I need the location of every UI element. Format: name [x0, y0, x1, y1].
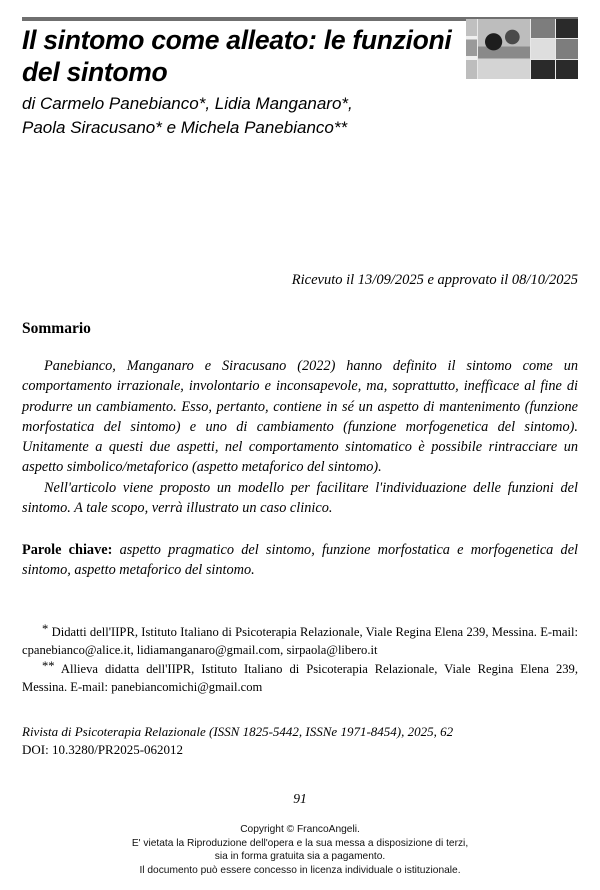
- footnote-marker-1: *: [42, 621, 49, 636]
- copyright-line-1: Copyright © FrancoAngeli.: [240, 824, 360, 835]
- author-line-2: Paola Siracusano* e Michela Panebianco**: [22, 118, 348, 137]
- keywords-block: [22, 540, 578, 581]
- page-title: [22, 24, 452, 88]
- keywords-text: aspetto pragmatico del sintomo, funzione morfostatica e morfogenetica del sintomo, aspetto metaforico del sintomo.: [22, 542, 579, 579]
- collage-cell: [556, 19, 578, 38]
- footnote-2: [22, 658, 578, 696]
- photo-collage-thumbnail-image: [466, 19, 578, 79]
- collage-cell: [531, 39, 556, 58]
- copyright-footer: [0, 823, 600, 877]
- journal-reference: Rivista di Psicoterapia Relazionale (ISSN 1825-5442, ISSNe 1971-8454), 2025, 62: [22, 724, 454, 739]
- footnote-1: [22, 621, 578, 659]
- abstract-paragraph-1: Panebianco, Manganaro e Siracusano (2022) hanno definito il sintomo come un comportamento irrazionale, involontario e inconsapevole, ma, soprattutto, inefficace al fine di produrre un cambiamento. Esso, pertanto, contiene in sé un aspetto di mantenimento (funzione morfostatica del sintomo) e uno di cambiamento (funzione morfogenetica del sintomo). Unitamente a questi due aspetti, nel comportamento sintomatico è possibile rintracciare un aspetto simbolico/metaforico (aspetto metaforico del sintomo).: [22, 358, 578, 476]
- abstract-body: [22, 356, 578, 518]
- footnotes-block: [22, 621, 578, 698]
- collage-cell: [531, 60, 556, 79]
- copyright-line-2: E' vietata la Riproduzione dell'opera e la sua messa a disposizione di terzi,: [131, 837, 469, 849]
- received-approved-line: Ricevuto il 13/09/2025 e approvato il 08/10/2025: [291, 272, 578, 288]
- abstract-heading: Sommario: [22, 320, 91, 337]
- keywords-label: Parole chiave:: [22, 542, 113, 558]
- title-line-1: Il sintomo come alleato:: [22, 25, 317, 55]
- collage-cell: [556, 60, 578, 79]
- journal-doi: DOI: 10.3280/PR2025-062012: [22, 741, 184, 757]
- collage-cell: [466, 19, 477, 79]
- journal-reference-block: [22, 723, 578, 758]
- footnote-marker-2: **: [42, 658, 55, 673]
- title-line-2: le funzioni del sintomo: [22, 25, 452, 87]
- copyright-line-3: sia in forma gratuita sia a pagamento.: [214, 851, 386, 862]
- page-number: 91: [293, 791, 307, 806]
- copyright-line-4: Il documento può essere concesso in licenza individuale o istituzionale.: [139, 864, 461, 876]
- collage-cell: [556, 39, 578, 58]
- collage-cell: [531, 19, 556, 38]
- collage-cell: [478, 19, 530, 79]
- author-list: [22, 92, 452, 140]
- title-block: [22, 24, 452, 140]
- footnote-text-1: Didatti dell'IIPR, Istituto Italiano di Psicoterapia Relazionale, Viale Regina Elena 239, Messina. E-mail: cpanebianco@alice.it, lidiamanganaro@gmail.com, sirpaola@libero.it: [22, 625, 578, 657]
- footnote-text-2: Allieva didatta dell'IIPR, Istituto Italiano di Psicoterapia Relazionale, Viale Regina Elena 239, Messina. E-mail: panebiancomichi@gmail.com: [22, 662, 578, 694]
- abstract-paragraph-2: Nell'articolo viene proposto un modello per facilitare l'individuazione delle funzioni del sintomo. A tale scopo, verrà illustrato un caso clinico.: [22, 479, 578, 517]
- author-line-1: di Carmelo Panebianco*, Lidia Manganaro*,: [22, 94, 353, 113]
